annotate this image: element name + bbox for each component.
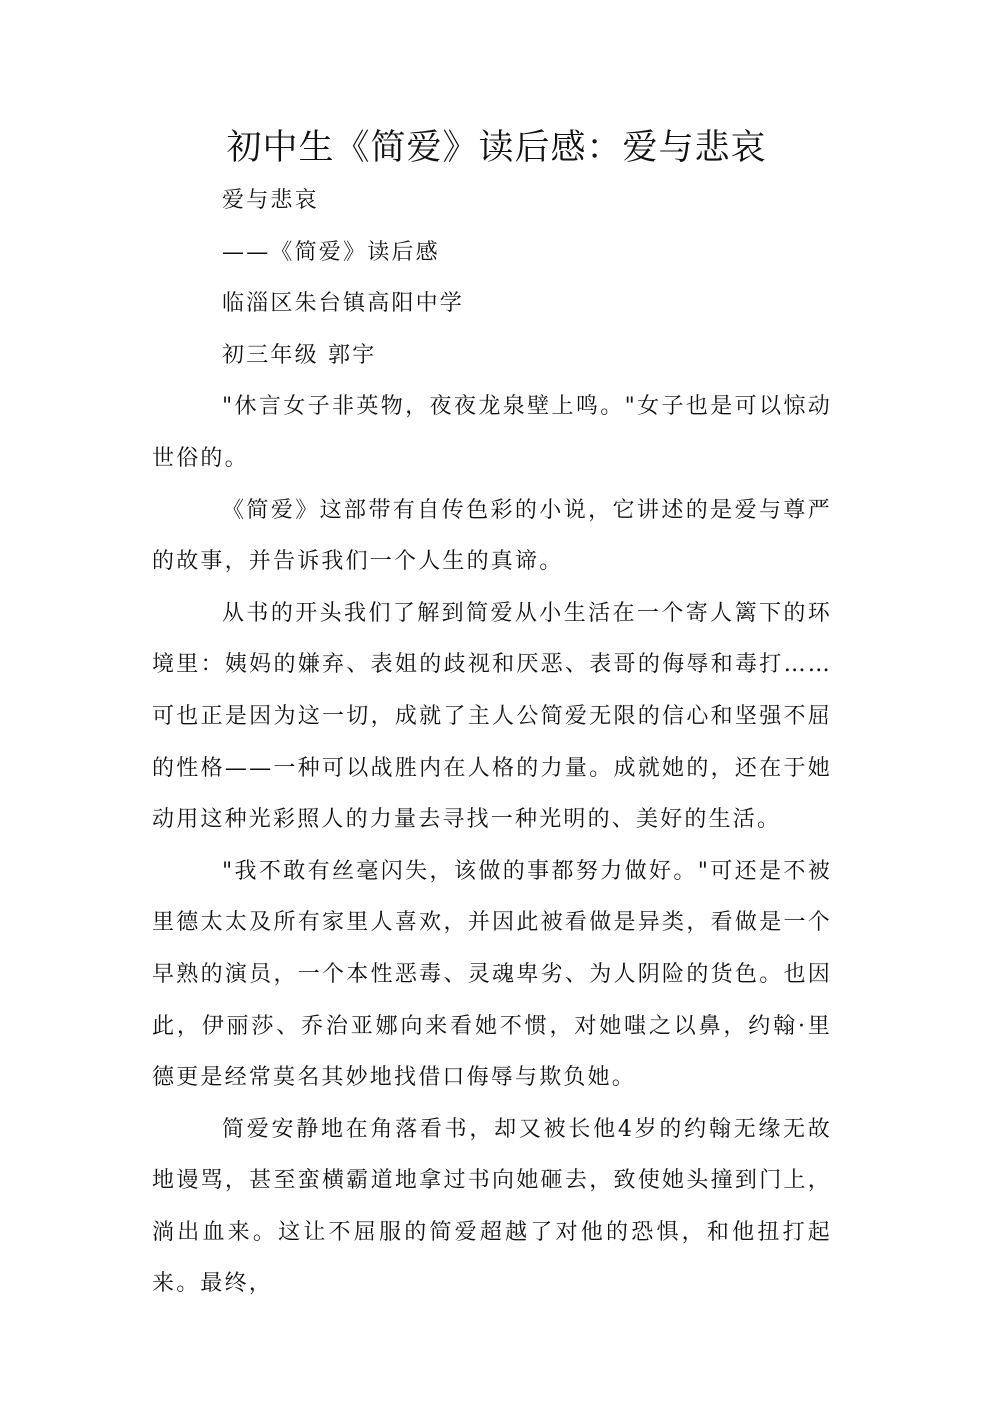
document-title: 初中生《简爱》读后感：爱与悲哀 <box>226 128 767 168</box>
paragraph: "我不敢有丝毫闪失，该做的事都努力做好。"可还是不被里德太太及所有家里人喜欢，并因此被看做是异类，看做是一个早熟的演员，一个本性恶毒、灵魂卑劣、为人阴险的货色。也因此，伊丽莎、乔治亚娜向来看她不惯，对她嗤之以鼻，约翰·里德更是经常莫名其妙地找借口侮辱与欺负她。 <box>152 858 832 1091</box>
author-school: 临淄区朱台镇高阳中学 <box>222 291 465 317</box>
paragraph: "休言女子非英物，夜夜龙泉壁上鸣。"女子也是可以惊动世俗的。 <box>152 394 832 471</box>
subtitle: 爱与悲哀 <box>222 188 319 213</box>
paragraph: 《简爱》这部带有自传色彩的小说，它讲述的是爱与尊严的故事，并告诉我们一个人生的真谛。 <box>152 497 832 575</box>
paragraph: 简爱安静地在角落看书，却又被长他4岁的约翰无缘无故地谩骂，甚至蛮横霸道地拿过书向她砸去，致使她头撞到门上，淌出血来。这让不屈服的简爱超越了对他的恐惧，和他扭打起来。最终， <box>152 1116 832 1297</box>
document-body <box>152 175 832 1310</box>
paragraph: 从书的开头我们了解到简爱从小生活在一个寄人篱下的环境里：姨妈的嫌弃、表姐的歧视和厌恶、表哥的侮辱和毒打……可也正是因为这一切，成就了主人公简爱无限的信心和坚强不屈的性格——一种可以战胜内在人格的力量。成就她的，还在于她动用这种光彩照人的力量去寻找一种光明的、美好的生活。 <box>152 600 832 833</box>
author-grade-name: 初三年级 郭宇 <box>222 342 377 368</box>
subtitle-secondary: ——《简爱》读后感 <box>222 239 440 265</box>
